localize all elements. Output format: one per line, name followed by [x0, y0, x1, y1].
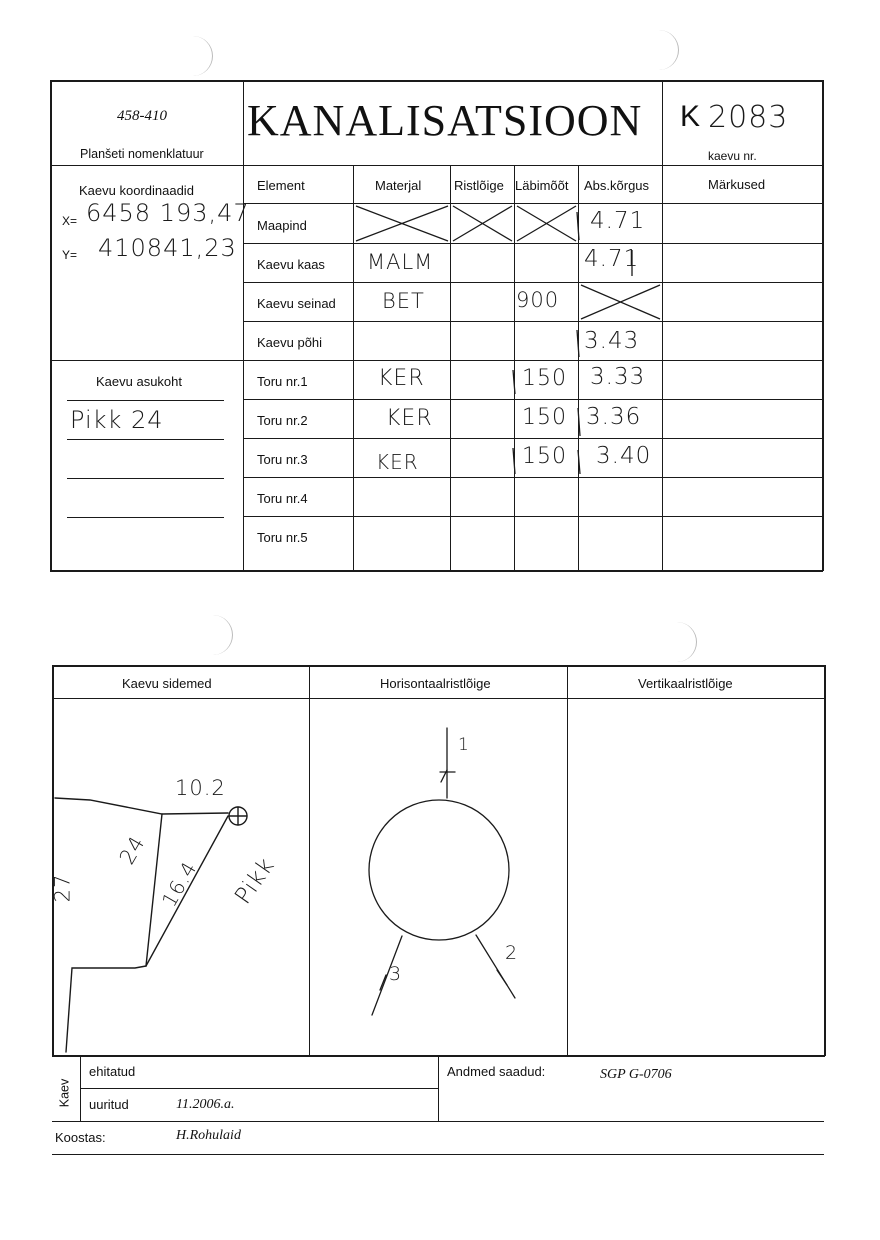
data-source-value: SGP G-0706 [600, 1067, 672, 1082]
table-cell-abs: 3.43 [584, 328, 640, 354]
y-coordinate-label: Y= [62, 248, 78, 262]
table-cell-materjal: KER [386, 406, 433, 431]
author-label: Koostas: [55, 1130, 106, 1145]
coordinates-label: Kaevu koordinaadid [79, 183, 194, 198]
built-label: ehitatud [89, 1064, 136, 1079]
well-number-prefix: K [680, 100, 701, 133]
table-row-element: Kaevu kaas [257, 257, 325, 272]
table-cell-abs: 4.71 [590, 208, 646, 234]
table-cell-labimoot: 150 [522, 444, 567, 469]
col-header-sidemed: Kaevu sidemed [122, 676, 212, 691]
table-cell-labimoot: 150 [522, 366, 567, 391]
sketch-distance-top: 10.2 [175, 776, 226, 800]
well-number-label: kaevu nr. [708, 149, 757, 163]
surveyed-value: 11.2006.a. [176, 1097, 235, 1112]
col-header-ristloige: Ristlõige [454, 178, 504, 193]
table-cell-labimoot: 900 [516, 288, 560, 312]
location-value: Pikk 24 [70, 406, 164, 434]
sketch-distance-left: 27 [50, 873, 75, 903]
table-cell-abs: 3.40 [596, 443, 652, 469]
table-row-element: Toru nr.2 [257, 413, 308, 428]
nomenclature-value: 458-410 [117, 108, 167, 124]
nomenclature-label: Planšeti nomenklatuur [80, 147, 204, 161]
col-header-materjal: Materjal [375, 178, 422, 193]
table-cell-materjal: BET [382, 289, 425, 313]
data-source-label: Andmed saadud: [447, 1064, 546, 1079]
section-pipe-2: 2 [505, 942, 519, 964]
col-header-abs-korgus: Abs.kõrgus [584, 178, 650, 193]
table-row-element: Toru nr.3 [257, 452, 308, 467]
x-coordinate-label: X= [62, 214, 78, 228]
table-row-element: Kaevu põhi [257, 335, 323, 350]
table-row-element: Toru nr.4 [257, 491, 308, 506]
well-number-value: 2083 [708, 100, 789, 135]
table-row-element: Toru nr.1 [257, 374, 308, 389]
x-coordinate-value: 6458 193,47 [86, 199, 250, 227]
table-cell-abs: 3.33 [590, 364, 646, 390]
y-coordinate-value: 410841,23 [98, 234, 237, 262]
surveyed-label: uuritud [89, 1097, 129, 1112]
section-pipe-3: 3 [389, 963, 403, 985]
side-label-kaev: Kaev [57, 1078, 72, 1108]
table-cell-abs: 3.36 [586, 404, 642, 430]
sketch-distance-diagonal: 16.4 [156, 856, 202, 912]
sketch-street-label: Pikk [230, 852, 281, 910]
table-cell-materjal: KER [378, 366, 425, 391]
page-title: KANALISATSIOON [247, 96, 643, 145]
table-row-element: Kaevu seinad [257, 296, 336, 311]
col-header-vertikaal: Vertikaalristlõige [638, 676, 733, 691]
table-cell-materjal: KER [376, 450, 419, 474]
table-cell-materjal: MALM [367, 250, 434, 274]
table-row-element: Maapind [257, 218, 307, 233]
table-cell-labimoot: 150 [522, 405, 567, 430]
table-cell-abs: 4.71 [584, 246, 640, 272]
author-value: H.Rohulaid [176, 1128, 241, 1143]
col-header-horisontaal: Horisontaalristlõige [380, 676, 491, 691]
table-row-element: Toru nr.5 [257, 530, 308, 545]
col-header-labimoot: Läbimõõt [515, 178, 569, 193]
section-pipe-1: 1 [458, 735, 470, 755]
sketch-distance-24: 24 [114, 831, 150, 869]
col-header-element: Element [257, 178, 305, 193]
location-label: Kaevu asukoht [96, 374, 183, 389]
col-header-markused: Märkused [708, 177, 766, 192]
